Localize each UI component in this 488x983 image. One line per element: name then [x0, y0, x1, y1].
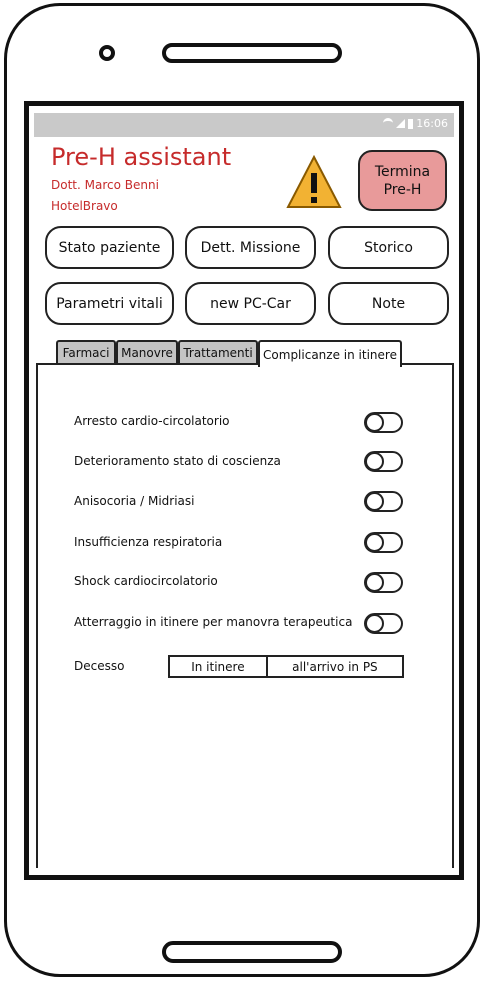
toggle-insufficienza[interactable]: [364, 532, 403, 553]
nav-parametri-vitali-button[interactable]: Parametri vitali: [45, 282, 174, 325]
app-title: Pre-H assistant: [51, 143, 232, 171]
status-bar: [34, 113, 454, 137]
end-button-line2: Pre-H: [383, 181, 422, 198]
tab-manovre[interactable]: Manovre: [116, 340, 178, 364]
wifi-icon: [383, 118, 393, 129]
toggle-knob: [365, 452, 384, 471]
status-time: 16:06: [416, 117, 448, 130]
complication-label-deterioramento: Deterioramento stato di coscienza: [74, 454, 281, 468]
home-button[interactable]: [162, 941, 342, 963]
complication-label-arresto: Arresto cardio-circolatorio: [74, 414, 230, 428]
unit-name: HotelBravo: [51, 199, 118, 213]
toggle-anisocoria[interactable]: [364, 491, 403, 512]
tab-complicanze-in-itinere[interactable]: Complicanze in itinere: [258, 340, 402, 367]
death-option-arrivo-ps[interactable]: all'arrivo in PS: [266, 657, 402, 676]
end-prehospital-button[interactable]: [358, 150, 447, 211]
complication-label-anisocoria: Anisocoria / Midriasi: [74, 494, 195, 508]
toggle-knob: [365, 413, 384, 432]
camera-icon: [99, 45, 115, 61]
nav-note-button[interactable]: Note: [328, 282, 449, 325]
speaker-grille: [162, 43, 342, 63]
doctor-name: Dott. Marco Benni: [51, 178, 159, 192]
nav-dett-missione-button[interactable]: Dett. Missione: [185, 226, 316, 269]
nav-storico-button[interactable]: Storico: [328, 226, 449, 269]
nav-stato-paziente-button[interactable]: Stato paziente: [45, 226, 174, 269]
tab-trattamenti[interactable]: Trattamenti: [178, 340, 258, 364]
battery-icon: [408, 119, 413, 129]
toggle-atterraggio[interactable]: [364, 613, 403, 634]
end-button-line1: Termina: [374, 163, 431, 180]
nav-new-pc-car-button[interactable]: new PC-Car: [185, 282, 316, 325]
tab-farmaci[interactable]: Farmaci: [56, 340, 116, 364]
signal-icon: [396, 119, 405, 128]
death-segmented-control: [168, 655, 404, 678]
toggle-knob: [365, 573, 384, 592]
toggle-arresto[interactable]: [364, 412, 403, 433]
toggle-deterioramento[interactable]: [364, 451, 403, 472]
toggle-shock[interactable]: [364, 572, 403, 593]
toggle-knob: [365, 614, 384, 633]
warning-icon: [286, 155, 342, 209]
death-label: Decesso: [74, 659, 125, 673]
complication-label-shock: Shock cardiocircolatorio: [74, 574, 218, 588]
death-option-in-itinere[interactable]: In itinere: [191, 659, 245, 674]
complication-label-insufficienza: Insufficienza respiratoria: [74, 535, 223, 549]
toggle-knob: [365, 492, 384, 511]
complication-label-atterraggio: Atterraggio in itinere per manovra terapeutica: [74, 615, 353, 629]
toggle-knob: [365, 533, 384, 552]
